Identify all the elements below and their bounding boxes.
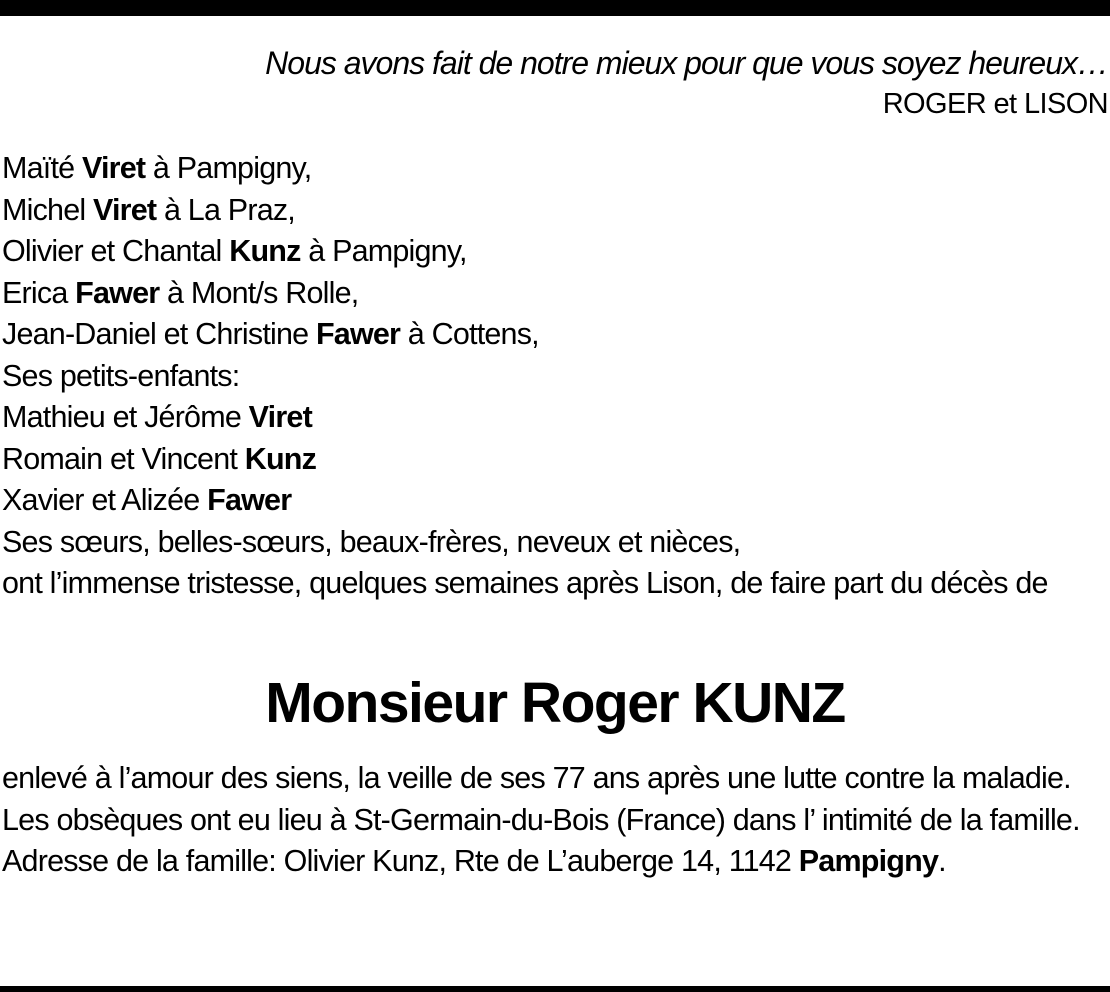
top-border-rule xyxy=(0,0,1110,16)
epigraph-quote: Nous avons fait de notre mieux pour que vous soyez heureux… xyxy=(265,45,1108,81)
family-given-names: Mathieu et Jérôme xyxy=(2,400,249,434)
family-given-names: Erica xyxy=(2,275,76,310)
family-address xyxy=(2,841,1106,883)
family-line xyxy=(2,190,1106,232)
family-given-names: Jean-Daniel et Christine xyxy=(2,317,316,351)
death-notice: enlevé à l’amour des siens, la veille de ses 77 ans après une lutte contre la maladie. xyxy=(2,761,1071,795)
family-line xyxy=(2,148,1106,190)
deceased-name: Monsieur Roger KUNZ xyxy=(265,671,845,735)
family-surname: Fawer xyxy=(315,317,401,351)
grandchildren-heading: Ses petits-enfants: xyxy=(2,358,240,393)
bottom-border-rule xyxy=(0,986,1110,992)
family-surname: Kunz xyxy=(229,234,301,268)
family-location: à Pampigny, xyxy=(145,151,312,185)
family-surname: Fawer xyxy=(75,275,160,310)
family-location: à Mont/s Rolle, xyxy=(159,275,359,310)
address-text: Adresse de la famille: Olivier Kunz, Rte de L’auberge 14, 1142 xyxy=(2,844,799,878)
family-line xyxy=(2,273,1106,315)
family-given-names: Xavier et Alizée xyxy=(2,483,208,517)
family-surname: Viret xyxy=(248,400,312,434)
family-surname: Kunz xyxy=(244,441,317,476)
funeral-notice: Les obsèques ont eu lieu à St-Germain-du-Bois (France) dans l’ intimité de la famille. xyxy=(2,802,1080,837)
family-surname: Fawer xyxy=(207,483,292,517)
family-line xyxy=(2,522,1106,564)
family-given-names: Michel xyxy=(2,192,94,227)
family-location: à Pampigny, xyxy=(300,234,467,268)
family-location: à Cottens, xyxy=(400,317,539,351)
extended-family: Ses sœurs, belles-sœurs, beaux-frères, neveux et nièces, xyxy=(2,524,741,559)
family-line xyxy=(2,397,1106,439)
family-given-names: Maïté xyxy=(2,151,82,185)
family-given-names: Olivier et Chantal xyxy=(2,234,230,268)
family-line xyxy=(2,356,1106,398)
family-surname: Viret xyxy=(81,151,146,185)
announcement-text: ont l’immense tristesse, quelques semaines après Lison, de faire part du décès de xyxy=(2,566,1048,600)
family-given-names: Romain et Vincent xyxy=(2,441,245,476)
family-surname: Viret xyxy=(93,192,157,227)
epigraph-signature: ROGER et LISON xyxy=(882,88,1108,120)
family-line xyxy=(2,480,1106,522)
family-list xyxy=(2,148,1106,605)
obituary-details xyxy=(2,758,1106,883)
address-end: . xyxy=(938,844,946,878)
family-line xyxy=(2,314,1106,356)
address-town: Pampigny xyxy=(798,844,939,878)
family-location: à La Praz, xyxy=(156,192,295,227)
family-line xyxy=(2,439,1106,481)
family-line xyxy=(2,231,1106,273)
